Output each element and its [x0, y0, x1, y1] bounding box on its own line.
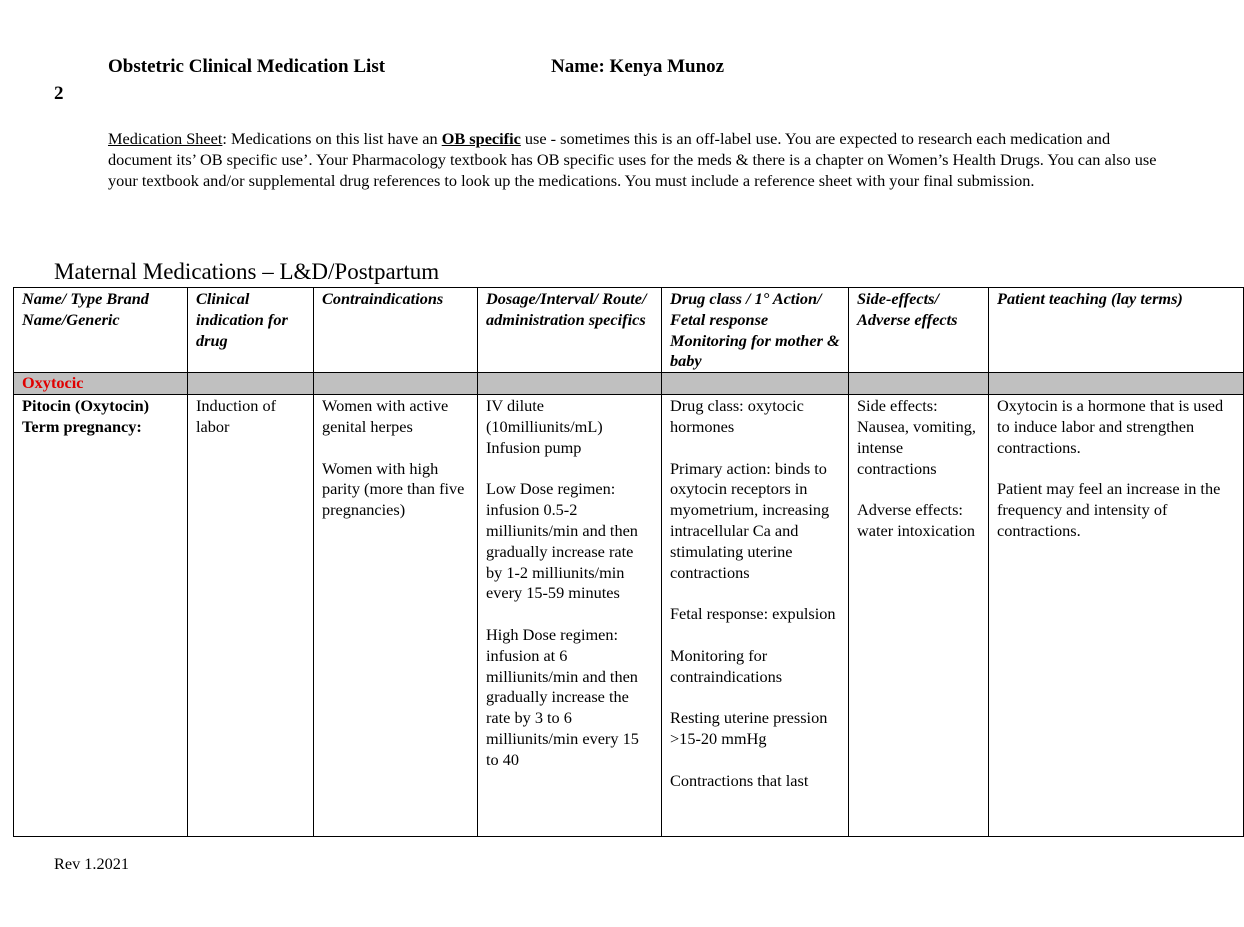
header-dosage: Dosage/Interval/ Route/ administration specifics	[478, 288, 662, 373]
header-clinical-indication: Clinical indication for drug	[188, 288, 314, 373]
cell-drug-class	[662, 395, 849, 837]
table-row	[14, 395, 1244, 837]
group-cell	[478, 373, 662, 395]
section-title: Maternal Medications – L&D/Postpartum	[54, 259, 440, 284]
side-effects-1: Side effects: Nausea, vomiting, intense contractions	[857, 396, 976, 478]
header-patient-teaching: Patient teaching (lay terms)	[989, 288, 1244, 373]
group-cell	[989, 373, 1244, 395]
student-name: Name: Kenya Munoz	[551, 56, 725, 77]
group-row-oxytocic	[14, 373, 1244, 395]
drug-class-5: Resting uterine pression >15-20 mmHg	[670, 708, 828, 748]
cell-drug-name: Pitocin (Oxytocin) Term pregnancy:	[14, 395, 188, 837]
cell-dosage	[478, 395, 662, 837]
intro-paragraph	[108, 129, 1168, 191]
dosage-2: Low Dose regimen: infusion 0.5-2 milliunits/min and then gradually increase rate by 1-2 milliunits/min every 15-59 minutes	[486, 479, 638, 603]
group-cell	[662, 373, 849, 395]
medication-table-wrapper	[13, 287, 1224, 834]
contraindication-2: Women with high parity (more than five pregnancies)	[322, 458, 465, 520]
drug-class-6: Contractions that last	[670, 770, 809, 790]
group-label: Oxytocic	[14, 373, 188, 395]
document-title: Obstetric Clinical Medication List	[108, 56, 386, 77]
page-number: 2	[54, 83, 64, 104]
drug-class-1: Drug class: oxytocic hormones	[670, 396, 804, 436]
medication-table	[13, 287, 1244, 837]
header-contraindications: Contraindications	[314, 288, 478, 373]
teaching-2: Patient may feel an increase in the frequency and intensity of contractions.	[997, 479, 1221, 540]
teaching-1: Oxytocin is a hormone that is used to induce labor and strengthen contractions.	[997, 396, 1224, 457]
header-name-type: Name/ Type Brand Name/Generic	[14, 288, 188, 373]
group-cell	[188, 373, 314, 395]
table-header-row	[14, 288, 1244, 373]
cell-patient-teaching	[989, 395, 1244, 837]
header-side-effects: Side-effects/ Adverse effects	[849, 288, 989, 373]
drug-class-4: Monitoring for contraindications	[670, 645, 783, 686]
cell-indication: Induction of labor	[188, 395, 314, 837]
dosage-3: High Dose regimen: infusion at 6 milliunits/min and then gradually increase the rate by 3 to 6 milliunits/min every 15 to 40	[486, 624, 639, 769]
group-cell	[849, 373, 989, 395]
header-drug-class: Drug class / 1° Action/ Fetal response Monitoring for mother & baby	[662, 288, 849, 373]
drug-class-3: Fetal response: expulsion	[670, 604, 836, 624]
group-cell	[314, 373, 478, 395]
intro-ob-specific: OB specific	[441, 129, 521, 148]
side-effects-2: Adverse effects: water intoxication	[857, 500, 975, 540]
revision-footer: Rev 1.2021	[54, 854, 130, 873]
intro-text-a: : Medications on this list have an	[222, 129, 442, 148]
contraindication-1: Women with active genital herpes	[322, 396, 449, 436]
drug-class-2: Primary action: binds to oxytocin receptors in myometrium, increasing intracellular Ca and stimulating uterine contractions	[670, 458, 830, 582]
intro-text-b: use - sometimes this is an off-label use. You are expected to research each medication and document its’ OB specific use’. Your Pharmacology textbook has OB specific uses for the meds & there is a chapter on Women’s Health Drugs. You can also use your textbook and/or supplemental drug references to look up the medications. You must include a reference sheet with your final submission.	[108, 129, 1157, 190]
cell-side-effects	[849, 395, 989, 837]
dosage-1: IV dilute (10milliunits/mL) Infusion pump	[486, 396, 603, 457]
intro-label: Medication Sheet	[108, 129, 223, 148]
cell-contraindications	[314, 395, 478, 837]
